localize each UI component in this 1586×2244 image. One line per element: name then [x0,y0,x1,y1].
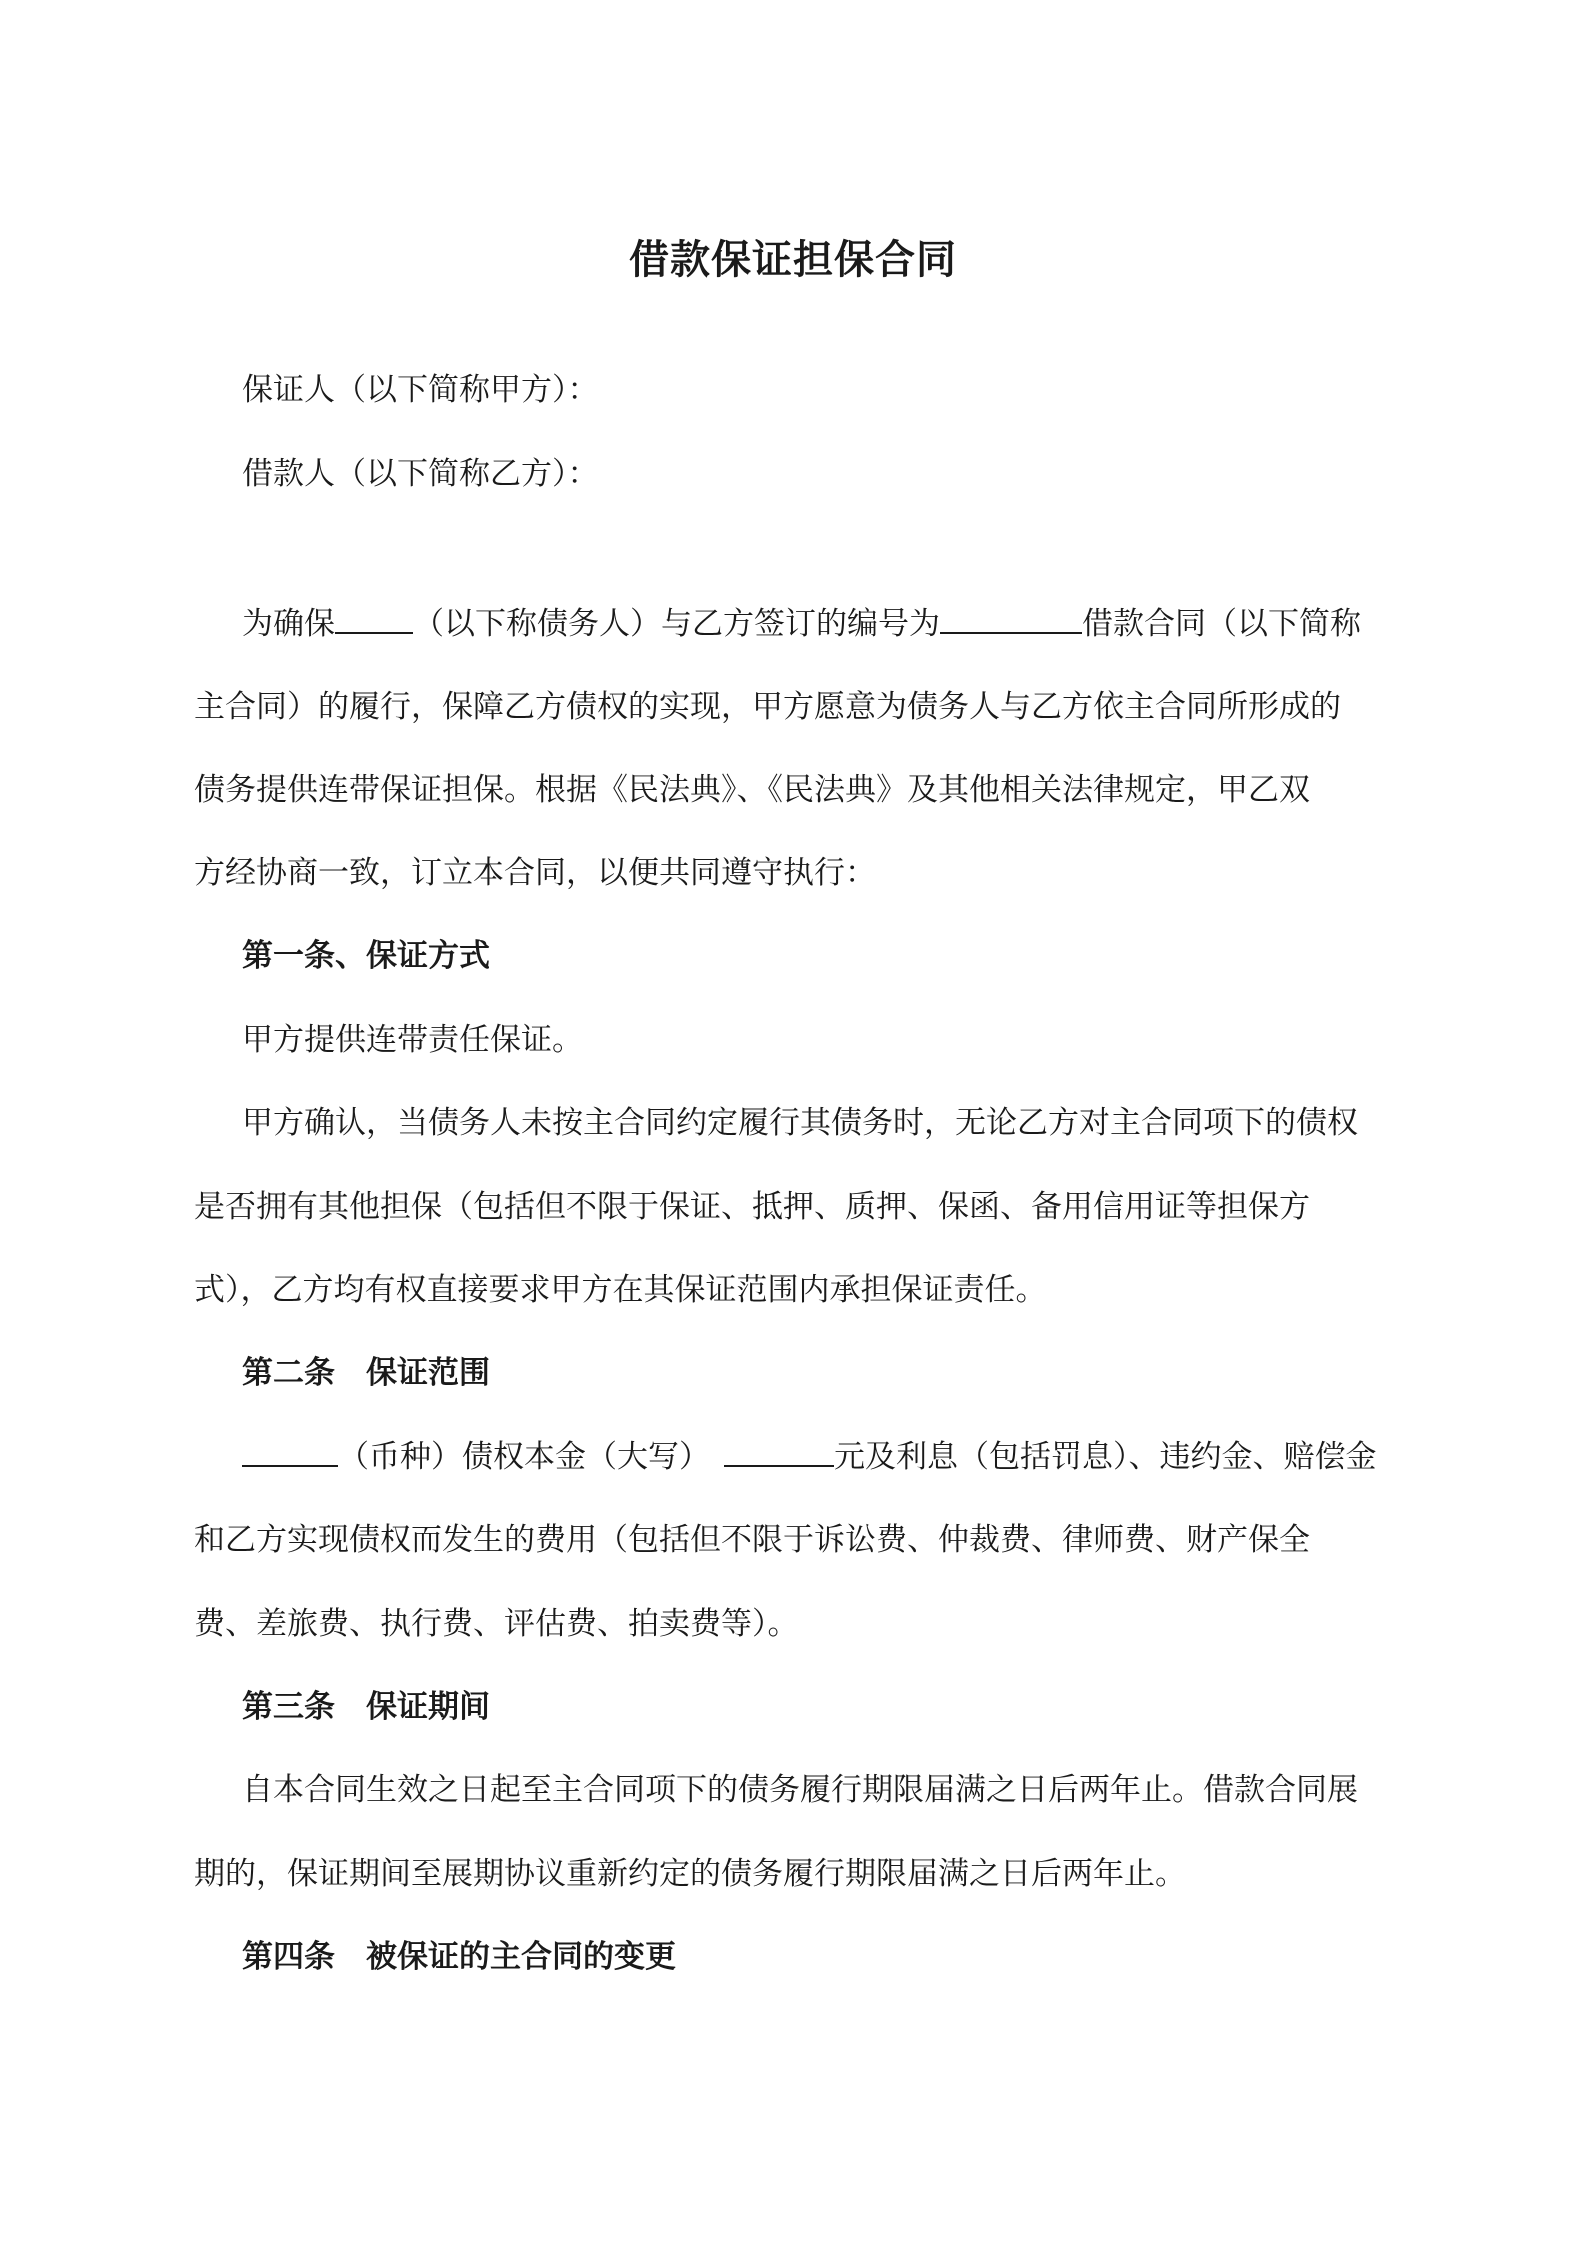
preamble-line-3: 债务提供连带保证担保。根据《民法典》、《民法典》及其他相关法律规定，甲乙双 [194,772,1310,808]
borrower-line: 借款人（以下简称乙方）： [242,456,599,492]
preamble-text-c: 借款合同（以下简称 [1082,606,1361,642]
preamble-text-a: 为确保 [242,606,335,642]
article-2-text-a: （币种）债权本金（大写） [338,1439,710,1475]
preamble-text-b: （以下称债务人）与乙方签订的编号为 [413,606,940,642]
guarantor-line: 保证人（以下简称甲方）： [242,372,599,408]
principal-amount-blank [724,1437,834,1467]
debtor-blank [335,604,413,634]
article-1-para-2-line-2: 是否拥有其他担保（包括但不限于保证、抵押、质押、保函、备用信用证等担保方 [194,1189,1310,1225]
article-2-text-b: 元及利息（包括罚息）、违约金、赔偿金 [834,1439,1377,1475]
article-2-line-3: 费、差旅费、执行费、评估费、拍卖费等）。 [194,1606,799,1642]
contract-number-blank [940,604,1082,634]
article-1-heading: 第一条、保证方式 [242,938,490,974]
preamble-line-4: 方经协商一致，订立本合同，以便共同遵守执行： [194,855,876,891]
article-2-line-2: 和乙方实现债权而发生的费用（包括但不限于诉讼费、仲裁费、律师费、财产保全 [194,1522,1310,1558]
currency-blank [242,1437,338,1467]
preamble-line-2: 主合同）的履行，保障乙方债权的实现，甲方愿意为债务人与乙方依主合同所形成的 [194,689,1341,725]
article-4-heading: 第四条 被保证的主合同的变更 [242,1939,676,1975]
article-1-para-2-line-3: 式），乙方均有权直接要求甲方在其保证范围内承担保证责任。 [194,1272,1047,1308]
article-3-line-1: 自本合同生效之日起至主合同项下的债务履行期限届满之日后两年止。借款合同展 [242,1772,1358,1808]
article-2-line-1 [242,1437,1377,1477]
article-2-heading: 第二条 保证范围 [242,1355,490,1391]
article-3-line-2: 期的，保证期间至展期协议重新约定的债务履行期限届满之日后两年止。 [194,1856,1186,1892]
preamble-line-1 [242,604,1361,644]
article-1-para-1: 甲方提供连带责任保证。 [242,1022,583,1058]
article-3-heading: 第三条 保证期间 [242,1689,490,1725]
document-title: 借款保证担保合同 [629,237,957,283]
article-1-para-2-line-1: 甲方确认，当债务人未按主合同约定履行其债务时，无论乙方对主合同项下的债权 [242,1105,1358,1141]
